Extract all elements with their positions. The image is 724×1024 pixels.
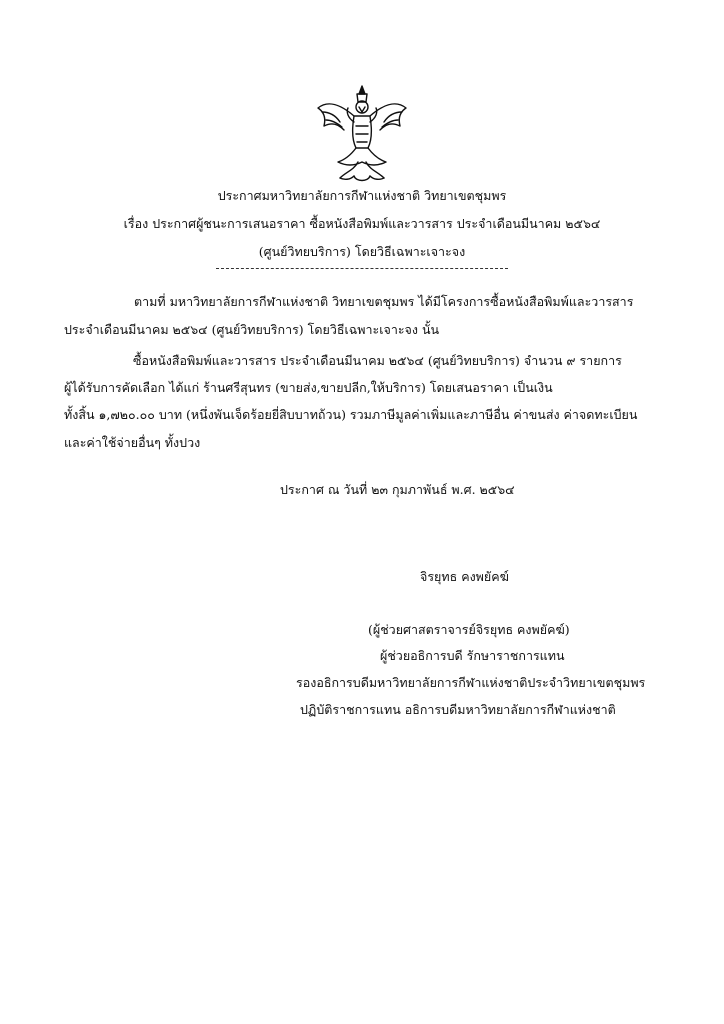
announcement-title: ประกาศมหาวิทยาลัยการกีฬาแห่งชาติ วิทยาเขตชุมพร (217, 188, 507, 203)
announcement-subject: เรื่อง ประกาศผู้ชนะการเสนอราคา ซื้อหนังสือพิมพ์และวารสาร ประจำเดือนมีนาคม ๒๕๖๔ (123, 216, 601, 231)
paragraph2-line4: และค่าใช้จ่ายอื่นๆ ทั้งปวง (64, 435, 201, 450)
signature: จิรยุทธ คงพยัคฆ์ (420, 569, 509, 584)
paragraph2-line3: ทั้งสิ้น ๑,๗๒๐.๐๐ บาท (หนึ่งพันเจ็ดร้อยยี่สิบบาทถ้วน) รวมภาษีมูลค่าเพิ่มและภาษีอื่น ค่าขนส่ง ค่าจดทะเบียน (64, 407, 638, 422)
separator-dashed-line (216, 268, 508, 269)
signatory-position-3: ปฏิบัติราชการแทน อธิการบดีมหาวิทยาลัยการกีฬาแห่งชาติ (300, 702, 616, 717)
paragraph1-line2: ประจำเดือนมีนาคม ๒๕๖๔ (ศูนย์วิทยบริการ) โดยวิธีเฉพาะเจาะจง นั้น (64, 322, 440, 337)
signatory-position-2: รองอธิการบดีมหาวิทยาลัยการกีฬาแห่งชาติประจำวิทยาเขตชุมพร (296, 675, 646, 690)
garuda-emblem-icon (310, 82, 414, 186)
announcement-date: ประกาศ ณ วันที่ ๒๓ กุมภาพันธ์ พ.ศ. ๒๕๖๔ (280, 482, 515, 497)
paragraph2-line2: ผู้ได้รับการคัดเลือก ได้แก่ ร้านศรีสุนทร (ขายส่ง,ขายปลีก,ให้บริการ) โดยเสนอราคา เป็นเงิน (64, 380, 553, 395)
signatory-fullname: (ผู้ช่วยศาสตราจารย์จิรยุทธ คงพยัคฆ์) (368, 622, 570, 637)
paragraph1-line1: ตามที่ มหาวิทยาลัยการกีฬาแห่งชาติ วิทยาเขตชุมพร ได้มีโครงการซื้อหนังสือพิมพ์และวารสาร (134, 294, 634, 309)
signatory-position-1: ผู้ช่วยอธิการบดี รักษาราชการแทน (380, 648, 565, 663)
paragraph2-line1: ซื้อหนังสือพิมพ์และวารสาร ประจำเดือนมีนาคม ๒๕๖๔ (ศูนย์วิทยบริการ) จำนวน ๙ รายการ (133, 353, 622, 368)
announcement-subject-detail: (ศูนย์วิทยบริการ) โดยวิธีเฉพาะเจาะจง (258, 244, 466, 259)
